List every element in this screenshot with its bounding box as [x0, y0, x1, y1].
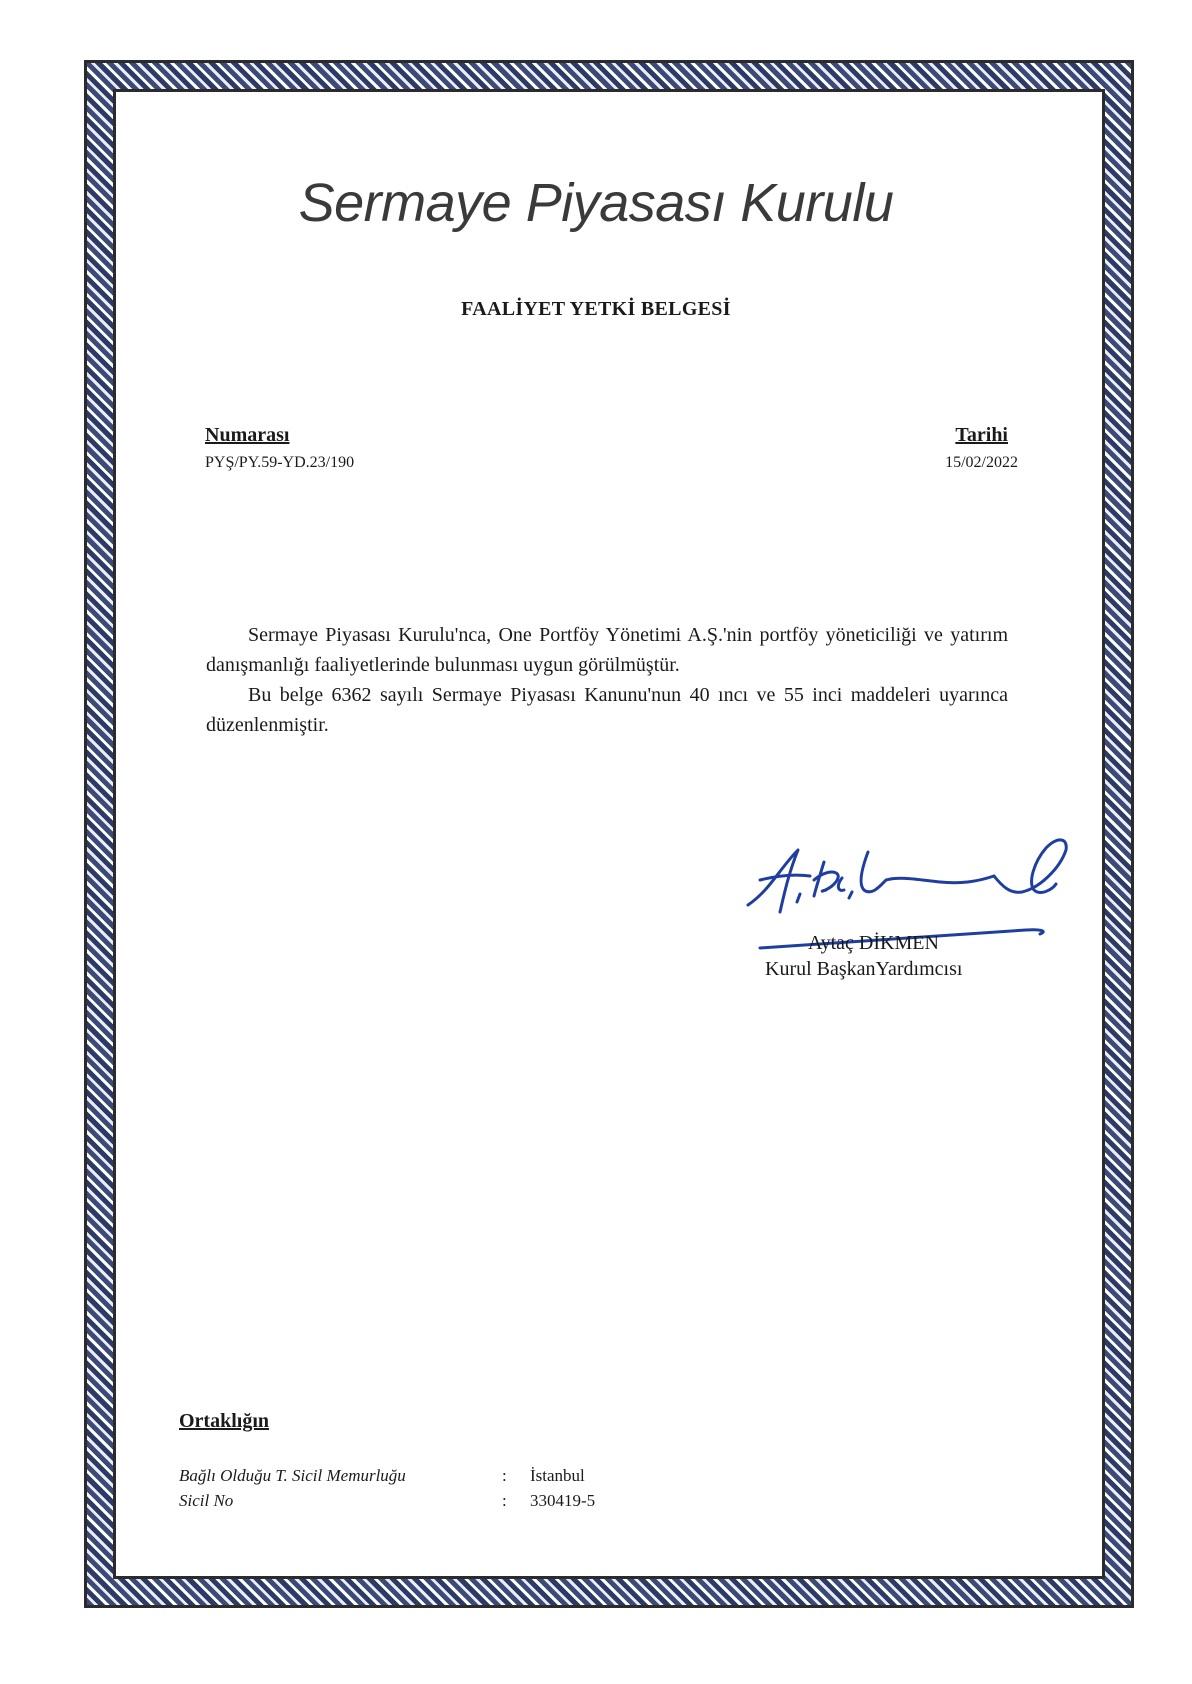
organization-title: Sermaye Piyasası Kurulu	[298, 173, 894, 233]
registry-key: Sicil No	[179, 1491, 234, 1510]
body-paragraph: Sermaye Piyasası Kurulu'nca, One Portföy Yönetimi A.Ş.'nin portföy yöneticiliği ve yatırım danışmanlığı faaliyetlerinde bulunması uygun görülmüştür.	[206, 624, 1008, 676]
registry-value: İstanbul	[530, 1466, 585, 1485]
registry-separator: :	[502, 1491, 507, 1510]
body-paragraph: Bu belge 6362 sayılı Sermaye Piyasası Kanunu'nun 40 ıncı ve 55 inci maddeleri uyarınca düzenlenmiştir.	[206, 684, 1008, 736]
date-value: 15/02/2022	[945, 454, 1018, 471]
number-label: Numarası	[205, 424, 290, 446]
date-label: Tarihi	[955, 424, 1008, 446]
certificate-body	[206, 620, 1008, 740]
partnership-label: Ortaklığın	[179, 1410, 270, 1432]
registry-key: Bağlı Olduğu T. Sicil Memurluğu	[179, 1466, 406, 1485]
number-value: PYŞ/PY.59-YD.23/190	[205, 454, 355, 471]
signer-name: Aytaç DİKMEN	[808, 932, 939, 954]
registry-separator: :	[502, 1466, 507, 1485]
signer-title: Kurul BaşkanYardımcısı	[765, 958, 963, 980]
registry-value: 330419-5	[530, 1491, 596, 1510]
document-title: FAALİYET YETKİ BELGESİ	[461, 298, 731, 320]
